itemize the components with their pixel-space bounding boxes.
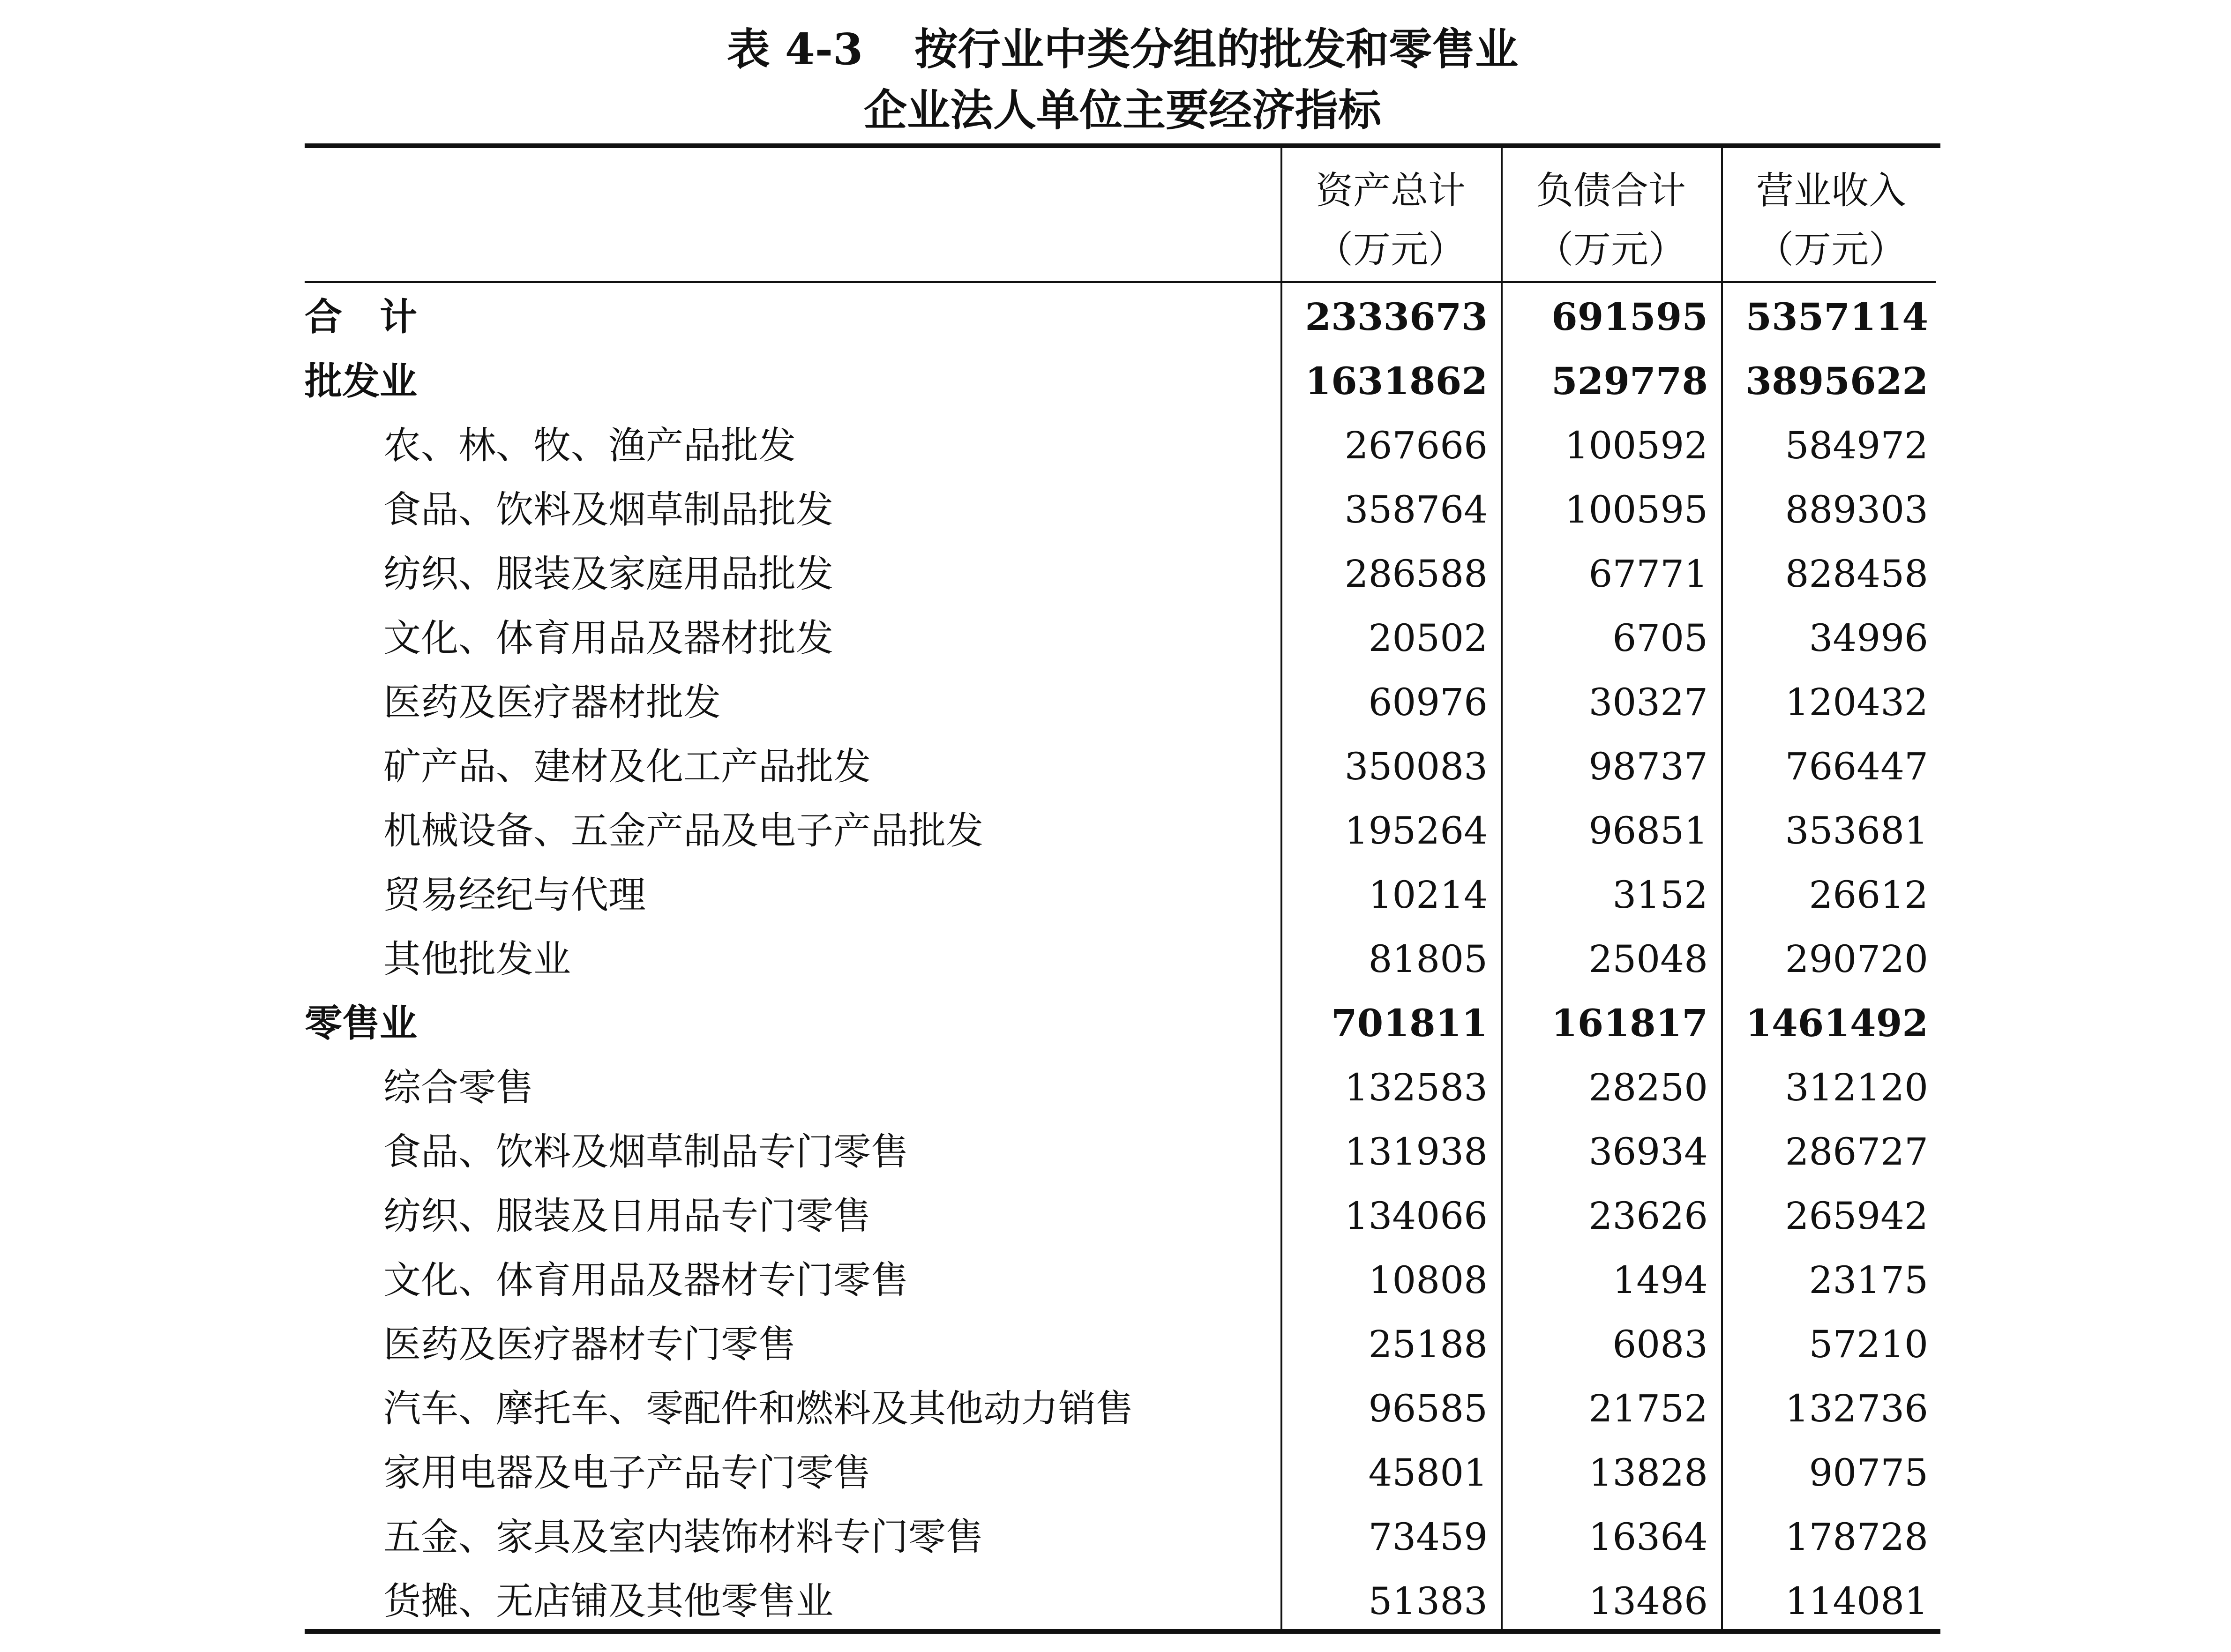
table-title-text: 按行业中类分组的批发和零售业	[914, 24, 1519, 75]
row-label: 批发业	[305, 359, 417, 403]
liabilities-value: 100592	[1565, 424, 1708, 467]
table-header	[305, 148, 1936, 283]
row-label: 其他批发业	[383, 937, 571, 981]
row-label: 贸易经纪与代理	[383, 873, 646, 917]
column-header-unit: （万元）	[1316, 228, 1466, 271]
revenue-value: 766447	[1785, 745, 1928, 788]
row-label: 矿产品、建材及化工产品批发	[383, 745, 871, 788]
table-row	[305, 285, 1936, 349]
revenue-value: 3895622	[1745, 359, 1928, 403]
row-label: 医药及医疗器材批发	[383, 680, 721, 724]
row-label: 合计	[305, 295, 455, 339]
assets-value: 45801	[1368, 1451, 1488, 1495]
liabilities-value: 13486	[1588, 1579, 1708, 1623]
liabilities-value: 30327	[1588, 680, 1708, 724]
row-label: 食品、饮料及烟草制品专门零售	[383, 1130, 908, 1174]
column-header-unit: （万元）	[1756, 228, 1906, 271]
assets-value: 2333673	[1305, 295, 1488, 339]
assets-value: 195264	[1344, 809, 1488, 852]
assets-value: 96585	[1368, 1387, 1488, 1430]
revenue-value: 5357114	[1745, 295, 1928, 339]
column-header-unit: （万元）	[1536, 228, 1686, 271]
liabilities-value: 28250	[1588, 1066, 1708, 1109]
assets-value: 1631862	[1305, 359, 1488, 403]
revenue-value: 290720	[1785, 937, 1928, 981]
row-label: 家用电器及电子产品专门零售	[383, 1451, 871, 1495]
row-label: 零售业	[305, 1001, 417, 1045]
revenue-value: 23175	[1809, 1258, 1928, 1302]
revenue-value: 353681	[1785, 809, 1928, 852]
liabilities-value: 36934	[1588, 1130, 1708, 1174]
revenue-value: 265942	[1785, 1194, 1928, 1238]
column-header-assets	[1280, 161, 1501, 279]
liabilities-value: 67771	[1588, 552, 1708, 596]
table-row	[305, 349, 1936, 413]
column-header-name: 资产总计	[1316, 169, 1466, 212]
liabilities-value: 98737	[1588, 745, 1708, 788]
assets-value: 132583	[1344, 1066, 1488, 1109]
column-header-name: 营业收入	[1756, 169, 1906, 212]
assets-value: 350083	[1344, 745, 1488, 788]
revenue-value: 132736	[1785, 1387, 1928, 1430]
assets-value: 286588	[1344, 552, 1488, 596]
revenue-value: 312120	[1785, 1066, 1928, 1109]
row-label: 食品、饮料及烟草制品批发	[383, 488, 833, 531]
table-title-line-1	[305, 23, 1940, 75]
liabilities-value: 6083	[1612, 1323, 1708, 1366]
assets-value: 10214	[1368, 873, 1488, 917]
liabilities-value: 161817	[1551, 1001, 1708, 1045]
liabilities-value: 21752	[1588, 1387, 1708, 1430]
row-label: 综合零售	[383, 1066, 533, 1109]
table-row	[305, 670, 1936, 734]
revenue-value: 120432	[1785, 680, 1928, 724]
column-header-liabilities	[1501, 161, 1721, 279]
row-label: 文化、体育用品及器材专门零售	[383, 1258, 908, 1302]
table-body	[305, 285, 1936, 1633]
revenue-value: 286727	[1785, 1130, 1928, 1174]
table-row	[305, 991, 1936, 1055]
revenue-value: 178728	[1785, 1515, 1928, 1559]
assets-value: 10808	[1368, 1258, 1488, 1302]
revenue-value: 889303	[1785, 488, 1928, 531]
row-label: 货摊、无店铺及其他零售业	[383, 1579, 833, 1623]
table-row	[305, 1312, 1936, 1376]
table-row	[305, 1120, 1936, 1184]
data-table	[305, 143, 1940, 1634]
table-row	[305, 413, 1936, 478]
row-label: 纺织、服装及日用品专门零售	[383, 1194, 871, 1238]
table-row	[305, 1376, 1936, 1441]
revenue-value: 114081	[1785, 1579, 1928, 1623]
revenue-value: 828458	[1785, 552, 1928, 596]
liabilities-value: 691595	[1551, 295, 1708, 339]
table-row	[305, 734, 1936, 799]
table-number: 表 4-3	[726, 24, 863, 75]
assets-value: 20502	[1368, 616, 1488, 660]
row-label: 农、林、牧、渔产品批发	[383, 424, 796, 467]
liabilities-value: 16364	[1588, 1515, 1708, 1559]
row-label: 机械设备、五金产品及电子产品批发	[383, 809, 983, 852]
liabilities-value: 13828	[1588, 1451, 1708, 1495]
liabilities-value: 6705	[1612, 616, 1708, 660]
table-row	[305, 1441, 1936, 1505]
liabilities-value: 3152	[1612, 873, 1708, 917]
assets-value: 358764	[1344, 488, 1488, 531]
assets-value: 60976	[1368, 680, 1488, 724]
column-header-revenue	[1721, 161, 1941, 279]
revenue-value: 26612	[1809, 873, 1928, 917]
liabilities-value: 529778	[1551, 359, 1708, 403]
assets-value: 25188	[1368, 1323, 1488, 1366]
row-label: 汽车、摩托车、零配件和燃料及其他动力销售	[383, 1387, 1133, 1430]
table-row	[305, 1505, 1936, 1569]
revenue-value: 34996	[1809, 616, 1928, 660]
table-row	[305, 542, 1936, 606]
table-row	[305, 478, 1936, 542]
liabilities-value: 1494	[1612, 1258, 1708, 1302]
row-label: 文化、体育用品及器材批发	[383, 616, 833, 660]
assets-value: 51383	[1368, 1579, 1488, 1623]
column-header-name: 负债合计	[1536, 169, 1686, 212]
revenue-value: 584972	[1785, 424, 1928, 467]
table-row	[305, 1569, 1936, 1633]
table-title-line-2: 企业法人单位主要经济指标	[863, 85, 1381, 135]
liabilities-value: 96851	[1588, 809, 1708, 852]
assets-value: 267666	[1344, 424, 1488, 467]
liabilities-value: 23626	[1588, 1194, 1708, 1238]
table-row	[305, 799, 1936, 863]
table-row	[305, 1248, 1936, 1312]
row-label: 纺织、服装及家庭用品批发	[383, 552, 833, 596]
table-row	[305, 606, 1936, 670]
table-row	[305, 1184, 1936, 1248]
table-row	[305, 1055, 1936, 1120]
row-label: 五金、家具及室内装饰材料专门零售	[383, 1515, 983, 1559]
table-row	[305, 927, 1936, 991]
liabilities-value: 25048	[1588, 937, 1708, 981]
revenue-value: 57210	[1809, 1323, 1928, 1366]
liabilities-value: 100595	[1565, 488, 1708, 531]
table-row	[305, 863, 1936, 927]
revenue-value: 1461492	[1745, 1001, 1928, 1045]
assets-value: 73459	[1368, 1515, 1488, 1559]
row-label: 医药及医疗器材专门零售	[383, 1323, 796, 1366]
assets-value: 81805	[1368, 937, 1488, 981]
assets-value: 131938	[1344, 1130, 1488, 1174]
assets-value: 701811	[1331, 1001, 1488, 1045]
revenue-value: 90775	[1809, 1451, 1928, 1495]
assets-value: 134066	[1344, 1194, 1488, 1238]
